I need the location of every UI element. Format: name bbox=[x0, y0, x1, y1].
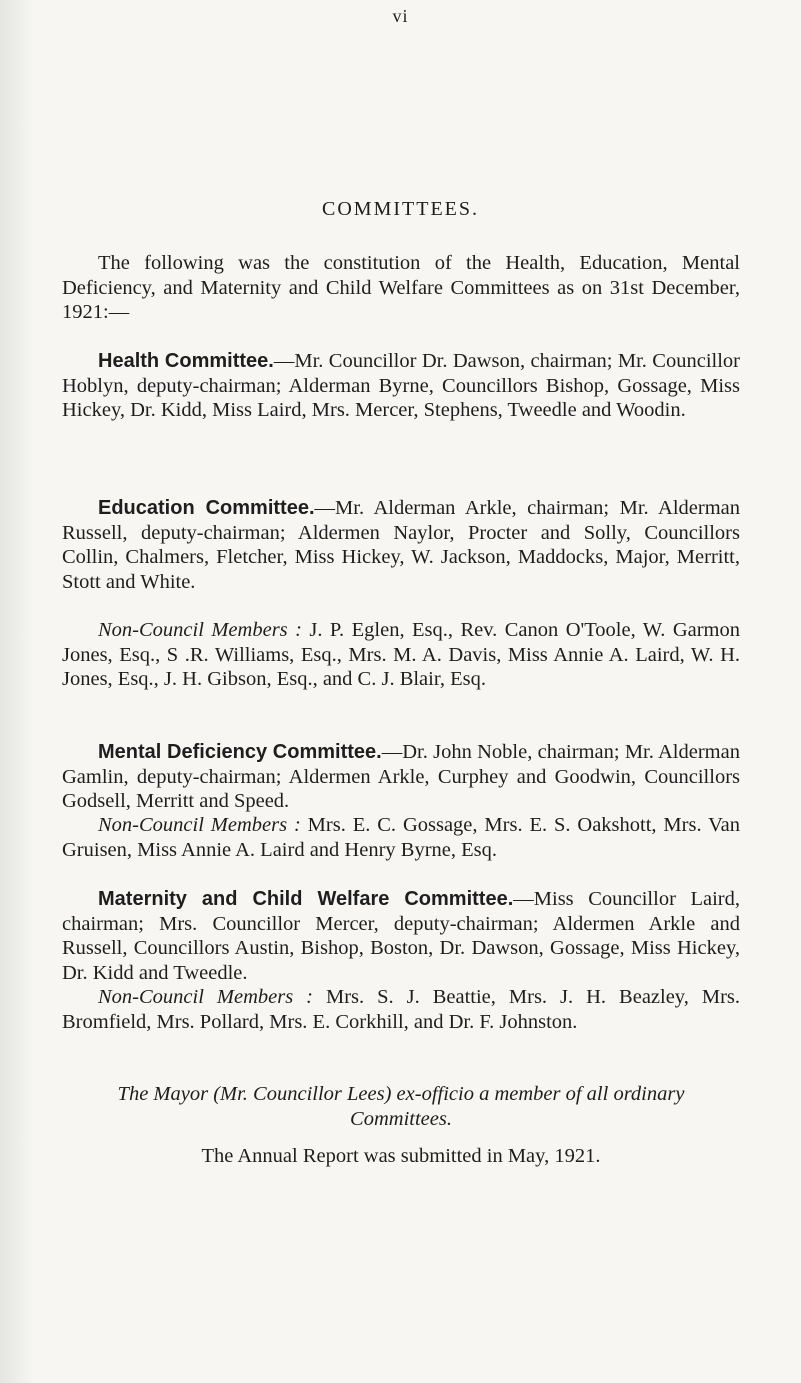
education-non-council-label: Non-Council Members : bbox=[98, 619, 302, 641]
maternity-non-council-paragraph bbox=[62, 985, 740, 1034]
health-committee-heading: Health Committee. bbox=[98, 350, 274, 372]
intro-paragraph bbox=[62, 251, 740, 325]
education-non-council-members: J. P. Eglen, Esq., Rev. Canon O'Toole, W. Garmon Jones, Esq., S .R. Williams, Esq., Mrs. M. A. Davis, Miss Annie A. Laird, W. H. Jones, Esq., J. H. Gibson, Esq., and C. J. Blair, Esq. bbox=[62, 619, 740, 690]
mayor-note bbox=[98, 1082, 704, 1131]
mental-deficiency-committee-paragraph bbox=[62, 740, 740, 814]
intro-text: The following was the constitution of the Health, Education, Mental Deficiency, and Maternity and Child Welfare Committees as on 31st December, 1921:— bbox=[62, 252, 740, 323]
mental-deficiency-non-council-label: Non-Council Members : bbox=[98, 814, 301, 836]
education-committee-heading: Education Committee. bbox=[98, 497, 315, 519]
health-committee-members: —Mr. Councillor Dr. Dawson, chairman; Mr. Councillor Hoblyn, deputy-chairman; Alderman Byrne, Councillors Bishop, Gossage, Miss Hickey, Dr. Kidd, Miss Laird, Mrs. Mercer, Stephens, Tweedle and Woodin. bbox=[62, 350, 740, 421]
maternity-committee-members: —Miss Councillor Laird, chairman; Mrs. Councillor Mercer, deputy-chairman; Aldermen Arkle and Russell, Councillors Austin, Bishop, Boston, Dr. Dawson, Gossage, Miss Hickey, Dr. Kidd and Tweedle. bbox=[62, 888, 740, 984]
health-committee-paragraph bbox=[62, 349, 740, 423]
maternity-non-council-label: Non-Council Members : bbox=[98, 986, 313, 1008]
mental-deficiency-committee-members: —Dr. John Noble, chairman; Mr. Alderman Gamlin, deputy-chairman; Aldermen Arkle, Curphey and Goodwin, Councillors Godsell, Merritt and Speed. bbox=[62, 741, 740, 812]
maternity-committee-heading: Maternity and Child Welfare Committee. bbox=[98, 888, 514, 910]
page-number: vi bbox=[392, 6, 409, 26]
education-non-council-paragraph bbox=[62, 618, 740, 692]
mayor-note-text: The Mayor (Mr. Councillor Lees) ex-officio a member of all ordinary Committees. bbox=[117, 1083, 685, 1130]
mental-deficiency-non-council-paragraph bbox=[62, 813, 740, 862]
page-title: COMMITTEES. bbox=[322, 198, 479, 220]
maternity-non-council-members: Mrs. S. J. Beattie, Mrs. J. H. Beazley, Mrs. Bromfield, Mrs. Pollard, Mrs. E. Corkhill, and Dr. F. Johnston. bbox=[62, 986, 740, 1033]
mental-deficiency-committee-heading: Mental Deficiency Committee. bbox=[98, 741, 382, 763]
annual-report-note bbox=[62, 1144, 740, 1169]
education-committee-members: —Mr. Alderman Arkle, chairman; Mr. Alderman Russell, deputy-chairman; Aldermen Naylor, Procter and Solly, Councillors Collin, Chalmers, Fletcher, Miss Hickey, W. Jackson, Maddocks, Major, Merritt, Stott and White. bbox=[62, 497, 741, 593]
education-committee-paragraph bbox=[62, 496, 740, 594]
mental-deficiency-non-council-members: Mrs. E. C. Gossage, Mrs. E. S. Oakshott, Mrs. Van Gruisen, Miss Annie A. Laird and Henry Byrne, Esq. bbox=[62, 814, 740, 861]
maternity-committee-paragraph bbox=[62, 887, 740, 985]
annual-report-text: The Annual Report was submitted in May, 1921. bbox=[201, 1145, 601, 1167]
